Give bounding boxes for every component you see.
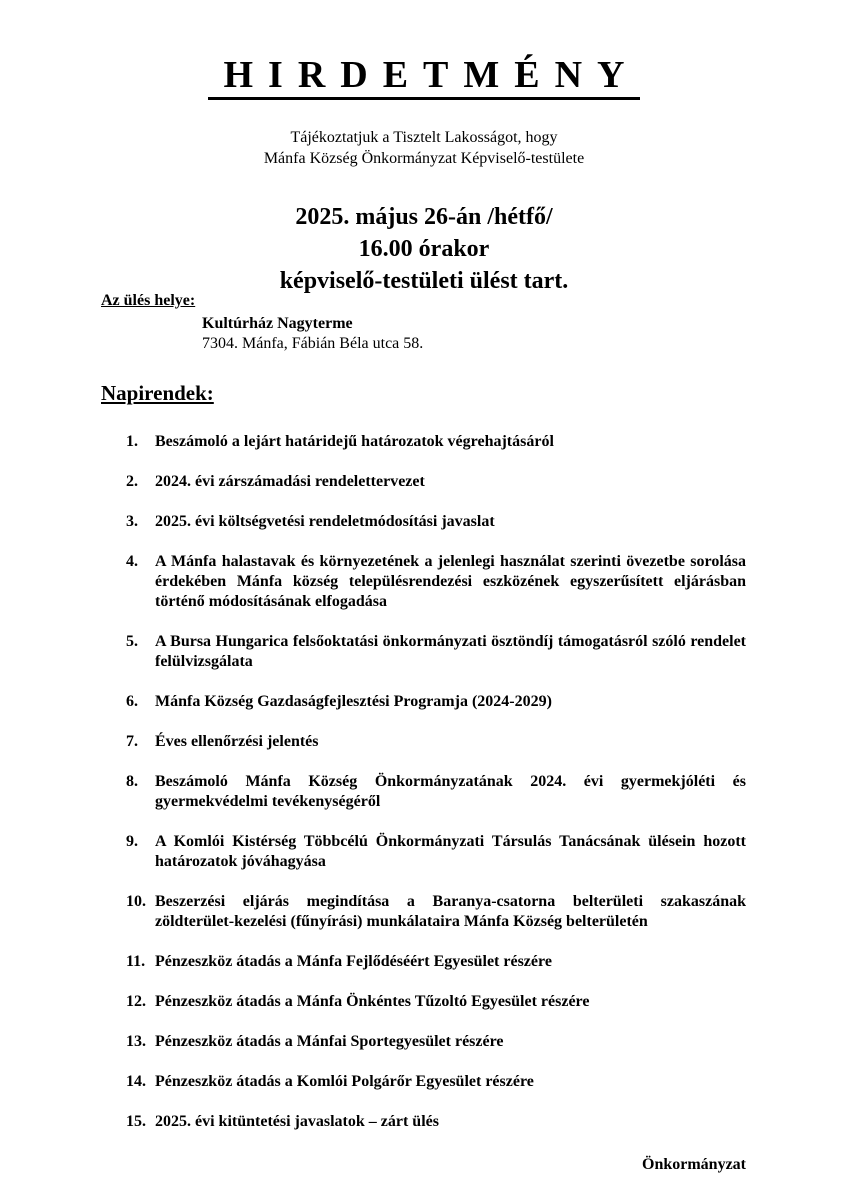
agenda-item-number: 15. <box>126 1113 146 1130</box>
agenda-item <box>126 552 746 612</box>
agenda-item-number: 8. <box>126 773 138 790</box>
agenda-item-number: 3. <box>126 513 138 530</box>
agenda-item <box>126 472 746 492</box>
agenda-item-number: 10. <box>126 893 146 910</box>
meeting-time: 16.00 órakor <box>358 236 490 262</box>
agenda-item <box>126 992 746 1012</box>
venue-address: 7304. Mánfa, Fábián Béla utca 58. <box>202 335 424 352</box>
agenda-item-text: Pénzeszköz átadás a Mánfai Sportegyesület részére <box>155 1033 504 1050</box>
location-label: Az ülés helye: <box>101 292 196 309</box>
agenda-item-text: 2025. évi kitüntetési javaslatok – zárt ülés <box>155 1113 439 1130</box>
agenda-item <box>126 432 746 452</box>
intro-line-1: Tájékoztatjuk a Tisztelt Lakosságot, hogy <box>290 129 558 146</box>
agenda-item <box>126 732 746 752</box>
agenda-heading: Napirendek: <box>101 381 214 405</box>
agenda-item-text: A Mánfa halastavak és környezetének a jelenlegi használat szerinti övezetbe sorolása érdekében Mánfa község településrendezési eszközének egyszerűsített eljárásban történő módosításának elfogadása <box>155 553 746 610</box>
meeting-details <box>0 201 848 297</box>
agenda-item-text: Pénzeszköz átadás a Mánfa Önkéntes Tűzoltó Egyesület részére <box>155 993 590 1010</box>
venue-name: Kultúrház Nagyterme <box>202 315 353 332</box>
agenda-item <box>126 832 746 872</box>
agenda-list <box>126 432 746 1132</box>
meeting-action: képviselő-testületi ülést tart. <box>279 268 569 294</box>
agenda-item-number: 1. <box>126 433 138 450</box>
agenda-item-text: 2024. évi zárszámadási rendelettervezet <box>155 473 425 490</box>
agenda-item-text: Pénzeszköz átadás a Komlói Polgárőr Egyesület részére <box>155 1073 534 1090</box>
agenda-item-number: 11. <box>126 953 146 970</box>
agenda-item-text: Beszámoló Mánfa Község Önkormányzatának 2024. évi gyermekjóléti és gyermekvédelmi tevékenységéről <box>155 773 746 810</box>
agenda-item-number: 9. <box>126 833 138 850</box>
agenda-item-text: Pénzeszköz átadás a Mánfa Fejlődéséért Egyesület részére <box>155 953 552 970</box>
signature: Önkormányzat <box>642 1156 746 1173</box>
agenda-item-text: Beszerzési eljárás megindítása a Baranya-csatorna belterületi szakaszának zöldterület-kezelési (fűnyírási) munkálataira Mánfa Község belterületén <box>155 893 746 930</box>
venue-block <box>202 314 423 354</box>
agenda-item <box>126 952 746 972</box>
notice-title-wrap <box>0 55 848 100</box>
agenda-item-number: 6. <box>126 693 138 710</box>
agenda-item-number: 2. <box>126 473 138 490</box>
agenda-item-text: Mánfa Község Gazdaságfejlesztési Programja (2024-2029) <box>155 693 552 710</box>
meeting-date: 2025. május 26-án /hétfő/ <box>295 204 553 230</box>
agenda-item <box>126 1072 746 1092</box>
agenda-item <box>126 772 746 812</box>
agenda-item-text: 2025. évi költségvetési rendeletmódosítási javaslat <box>155 513 495 530</box>
agenda-item <box>126 1112 746 1132</box>
notice-title: HIRDETMÉNY <box>208 55 639 100</box>
agenda-item <box>126 892 746 932</box>
agenda-item-number: 4. <box>126 553 138 570</box>
agenda-item-number: 5. <box>126 633 138 650</box>
intro-text <box>0 127 848 169</box>
agenda-item <box>126 512 746 532</box>
agenda-item <box>126 1032 746 1052</box>
agenda-item <box>126 632 746 672</box>
agenda-item-number: 13. <box>126 1033 146 1050</box>
agenda-item-text: A Bursa Hungarica felsőoktatási önkormányzati ösztöndíj támogatásról szóló rendelet felülvizsgálata <box>155 633 746 670</box>
agenda-item-text: A Komlói Kistérség Többcélú Önkormányzati Társulás Tanácsának ülésein hozott határozatok jóváhagyása <box>155 833 746 870</box>
agenda-item-text: Éves ellenőrzési jelentés <box>155 733 319 750</box>
agenda-item-number: 14. <box>126 1073 146 1090</box>
intro-line-2: Mánfa Község Önkormányzat Képviselő-testülete <box>263 150 585 167</box>
agenda-item <box>126 692 746 712</box>
agenda-item-text: Beszámoló a lejárt határidejű határozatok végrehajtásáról <box>155 433 554 450</box>
agenda-item-number: 12. <box>126 993 146 1010</box>
agenda-item-number: 7. <box>126 733 138 750</box>
